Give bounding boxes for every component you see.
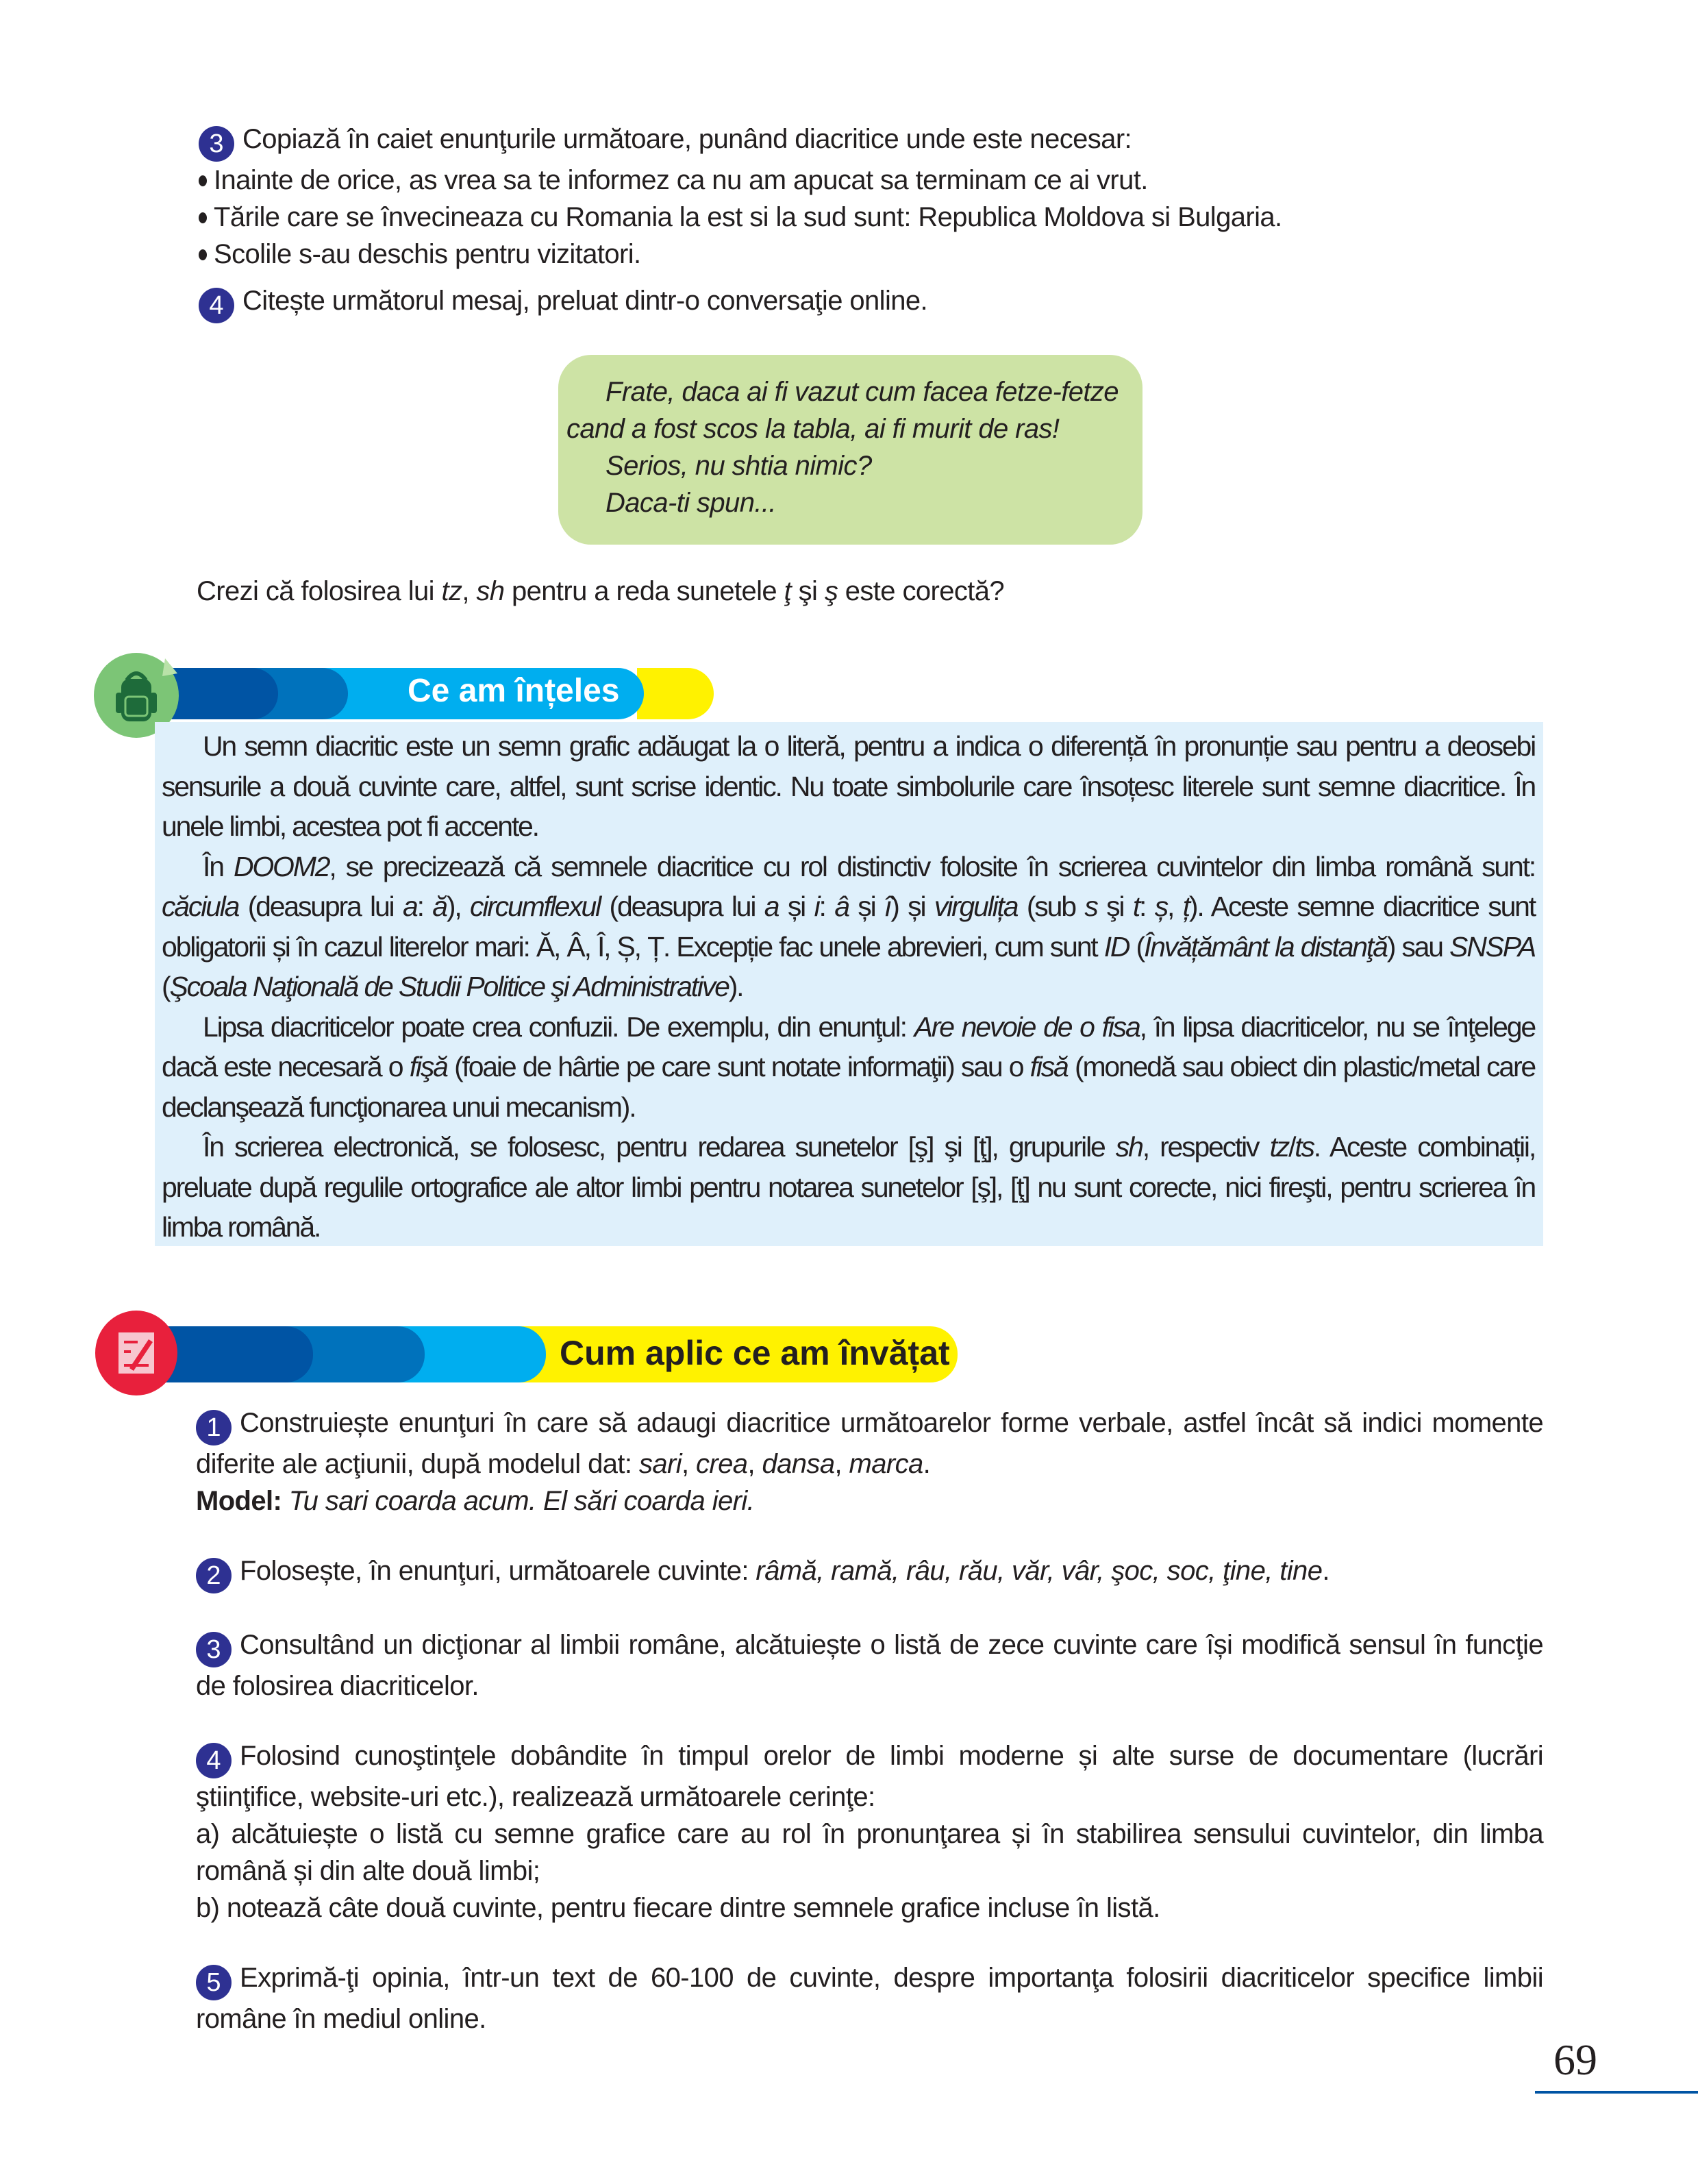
italic-text: t	[1132, 891, 1140, 922]
italic-text: crea	[696, 1449, 748, 1479]
text-segment: (deasupra lui	[600, 891, 764, 922]
italic-text: râmă, ramă, râu, rău, văr, vâr, şoc, soc, ţine, tine	[756, 1556, 1323, 1586]
text-segment: ),	[446, 891, 471, 922]
exercise-3	[155, 1626, 1543, 1704]
text-segment: (sub	[1017, 891, 1085, 922]
exercise-2	[155, 1552, 1543, 1593]
italic-text: căciula	[162, 891, 239, 922]
section-banner-apply	[137, 1326, 958, 1382]
italic-text: î	[884, 891, 891, 922]
sub-task-a: a) alcătuiește o listă cu semne grafice care au rol în pronunţarea și în stabilirea sensului cuvintelor, din limba română și din alte două limbi;	[196, 1819, 1543, 1886]
info-paragraph	[162, 847, 1535, 1007]
italic-text: marca	[849, 1449, 923, 1479]
apply-exercises	[155, 1404, 1543, 2037]
exercise-number-badge: 3	[199, 126, 234, 162]
exercise-4	[199, 282, 927, 323]
italic-text: ă	[432, 891, 447, 922]
sentence-item: Inainte de orice, as vrea sa te informez ca nu am apucat sa terminam ce ai vrut.	[214, 165, 1148, 195]
text-segment: (monedă sau obiect din plastic/metal care declanşează funcţionarea unui mecanism).	[162, 1051, 1536, 1123]
exercise-instruction	[196, 1963, 1543, 2034]
italic-text: circumflexul	[470, 891, 601, 922]
text-segment: ). Aceste semne diacritice sunt obligatorii și în cazul literelor mari: Ă, Â, Î, Ș, Ț. Excepție fac unele abrevieri, cum sunt	[162, 891, 1535, 963]
bullet-icon	[199, 175, 207, 186]
exercise-number-badge: 1	[196, 1410, 232, 1445]
text-segment: :	[1139, 891, 1155, 922]
text-segment: Lipsa diacriticelor poate crea confuzii. De exemplu, din enunţul:	[203, 1010, 914, 1043]
text-segment: În	[203, 850, 234, 882]
italic-text: sh	[1115, 1131, 1143, 1163]
text-segment: (deasupra lui	[238, 891, 403, 922]
italic-text: a	[402, 891, 417, 922]
model-text: Tu sari coarda acum. El sări coarda ieri.	[288, 1486, 755, 1516]
italic-text: tz	[441, 576, 462, 606]
italic-text: s	[1084, 891, 1097, 922]
text-segment: și	[778, 891, 814, 922]
section-title: Cum aplic ce am învățat	[560, 1334, 950, 1372]
text-segment: /	[1288, 1131, 1295, 1163]
exercise-instruction: Citește următorul mesaj, preluat dintr-o conversaţie online.	[242, 286, 928, 316]
text-segment: , respectiv	[1142, 1131, 1270, 1163]
italic-text: Învățământ la distanţă	[1143, 930, 1387, 963]
text-segment: Un semn diacritic este un semn grafic adăugat la o literă, pentru a indica o diferență în pronunție sau pentru a deosebi sensurile a două cuvinte care, altfel, sunt scrise identic. Nu toate simbolurile care însoțesc literele sunt semne diacritice. În unele limbi, acestea pot fi accente.	[162, 730, 1535, 842]
italic-text: Are nevoie de o fisa	[914, 1010, 1140, 1043]
text-segment: .	[923, 1449, 931, 1479]
italic-text: ș	[1154, 891, 1168, 922]
section-title: Ce am înțeles	[408, 673, 620, 709]
text-segment: ) și	[890, 891, 934, 922]
exercise-number-badge: 4	[196, 1743, 232, 1778]
text-segment: și	[848, 891, 885, 922]
text-segment: ) sau	[1386, 930, 1450, 963]
text-segment: şi	[1097, 891, 1133, 922]
info-paragraph	[162, 1127, 1535, 1248]
text-segment: ,	[462, 576, 477, 606]
text-segment: ,	[747, 1449, 762, 1479]
italic-text: i	[814, 891, 819, 922]
page-number-underline	[1535, 2091, 1698, 2094]
text-segment: şi	[791, 576, 825, 606]
italic-text: SNSPA	[1449, 930, 1535, 963]
exercise-5	[155, 1959, 1543, 2037]
italic-text: tz	[1269, 1131, 1289, 1163]
message-line: cand a fost scos la tabla, ai fi murit de ras!	[566, 414, 1060, 444]
text-segment: (foaie de hârtie pe care sunt notate informaţii) sau o	[447, 1051, 1030, 1082]
text-segment: . Aceste combinații, preluate după regulile ortografice ale altor limbi pentru notarea sunetelor [ş], [ţ] nu sunt corecte, nici fireşti, pentru scrierea în limba română.	[162, 1131, 1536, 1243]
exercise-number-badge: 3	[196, 1632, 232, 1667]
text-segment: .	[1322, 1556, 1329, 1586]
exercise-instruction: Copiază în caiet enunţurile următoare, punând diacritice unde este necesar:	[242, 124, 1132, 154]
bullet-icon	[199, 212, 207, 223]
italic-text: dansa	[762, 1449, 835, 1479]
text-segment: (	[162, 971, 170, 1002]
text-segment: , în lipsa diacriticelor, nu se înţelege dacă este necesară o	[162, 1010, 1535, 1082]
italic-text: ts	[1295, 1131, 1314, 1163]
italic-text: fişă	[409, 1051, 447, 1082]
text-segment: ).	[728, 971, 743, 1002]
exercise-instruction	[240, 1556, 1329, 1586]
info-paragraph	[162, 726, 1535, 847]
text-segment: :	[819, 891, 835, 922]
text-segment: Consultând un dicţionar al limbii române, alcătuiește o listă de zece cuvinte care își modifică sensul în funcţie de folosirea diacriticelor.	[196, 1630, 1543, 1701]
text-segment: Exprimă-ţi opinia, într-un text de 60-100 de cuvinte, despre importanţa folosirii diacriticelor specifice limbii române în mediul online.	[196, 1963, 1543, 2034]
message-line: Serios, nu shtia nimic?	[605, 451, 872, 481]
model-label: Model:	[196, 1486, 282, 1516]
text-segment: , se precizează că semnele diacritice cu rol distinctiv folosite în scrierea cuvintelor din limba română sunt:	[329, 850, 1535, 882]
page-number: 69	[1553, 2035, 1597, 2084]
exercise-1	[155, 1404, 1543, 1482]
exercise-4-question	[197, 573, 1004, 610]
italic-text: â	[834, 891, 849, 922]
sentence-item: Scolile s-au deschis pentru vizitatori.	[214, 239, 641, 269]
italic-text: fisă	[1029, 1051, 1068, 1082]
exercise-number-badge: 2	[196, 1558, 232, 1593]
message-line: Frate, daca ai fi vazut cum facea fetze-fetze	[605, 377, 1119, 407]
text-segment: Construiește enunţuri în care să adaugi diacritice următoarelor forme verbale, astfel încât să indici momente diferite ale acţiunii, după modelul dat:	[196, 1408, 1543, 1479]
italic-text: Şcoala Naţională de Studii Politice şi Administrative	[169, 971, 729, 1002]
info-paragraph	[162, 1007, 1535, 1128]
exercise-3	[199, 121, 1282, 273]
section-banner-understood	[137, 668, 714, 719]
sentence-item: Tările care se învecineaza cu Romania la est si la sud sunt: Republica Moldova si Bulgaria.	[214, 202, 1282, 232]
bullet-icon	[199, 249, 207, 260]
text-segment: Folosind cunoştinţele dobândite în timpul orelor de limbi moderne și alte surse de documentare (lucrări ştiinţifice, website-uri etc.), realizează următoarele cerinţe:	[196, 1741, 1543, 1812]
italic-text: ID	[1103, 930, 1129, 963]
text-segment: este corectă?	[838, 576, 1005, 606]
chat-message-bubble	[558, 355, 1143, 545]
exercise-instruction	[196, 1630, 1543, 1701]
text-segment: pentru a reda sunetele	[504, 576, 784, 606]
message-line: Daca-ti spun...	[605, 488, 776, 518]
italic-text: sh	[476, 576, 505, 606]
text-segment: ,	[1167, 891, 1183, 922]
info-box-text	[162, 726, 1535, 1248]
italic-text: a	[764, 891, 779, 922]
text-segment: ,	[834, 1449, 849, 1479]
italic-text: ț	[1182, 891, 1189, 922]
model-line	[155, 1482, 1543, 1519]
text-segment: ,	[682, 1449, 697, 1479]
exercise-number-badge: 5	[196, 1965, 232, 2000]
text-segment: Crezi că folosirea lui	[197, 576, 442, 606]
exercise-instruction	[196, 1408, 1543, 1479]
italic-text: sari	[638, 1449, 682, 1479]
exercise-instruction	[196, 1741, 1543, 1812]
sub-task-b: b) notează câte două cuvinte, pentru fiecare dintre semnele grafice incluse în listă.	[196, 1893, 1160, 1923]
text-segment: În scrierea electronică, se folosesc, pentru redarea sunetelor [ş] şi [ţ], grupurile	[203, 1131, 1116, 1163]
italic-text: DOOM2	[233, 850, 329, 882]
exercise-number-badge: 4	[199, 288, 234, 323]
pencil-paper-icon	[95, 1311, 177, 1395]
text-segment: :	[416, 891, 433, 922]
italic-text: virgulița	[934, 891, 1018, 922]
text-segment: Folosește, în enunţuri, următoarele cuvinte:	[240, 1556, 756, 1586]
exercise-4	[155, 1737, 1543, 1815]
text-segment: (	[1129, 930, 1144, 963]
italic-text: ţ	[784, 576, 792, 606]
italic-text: ş	[824, 576, 838, 606]
